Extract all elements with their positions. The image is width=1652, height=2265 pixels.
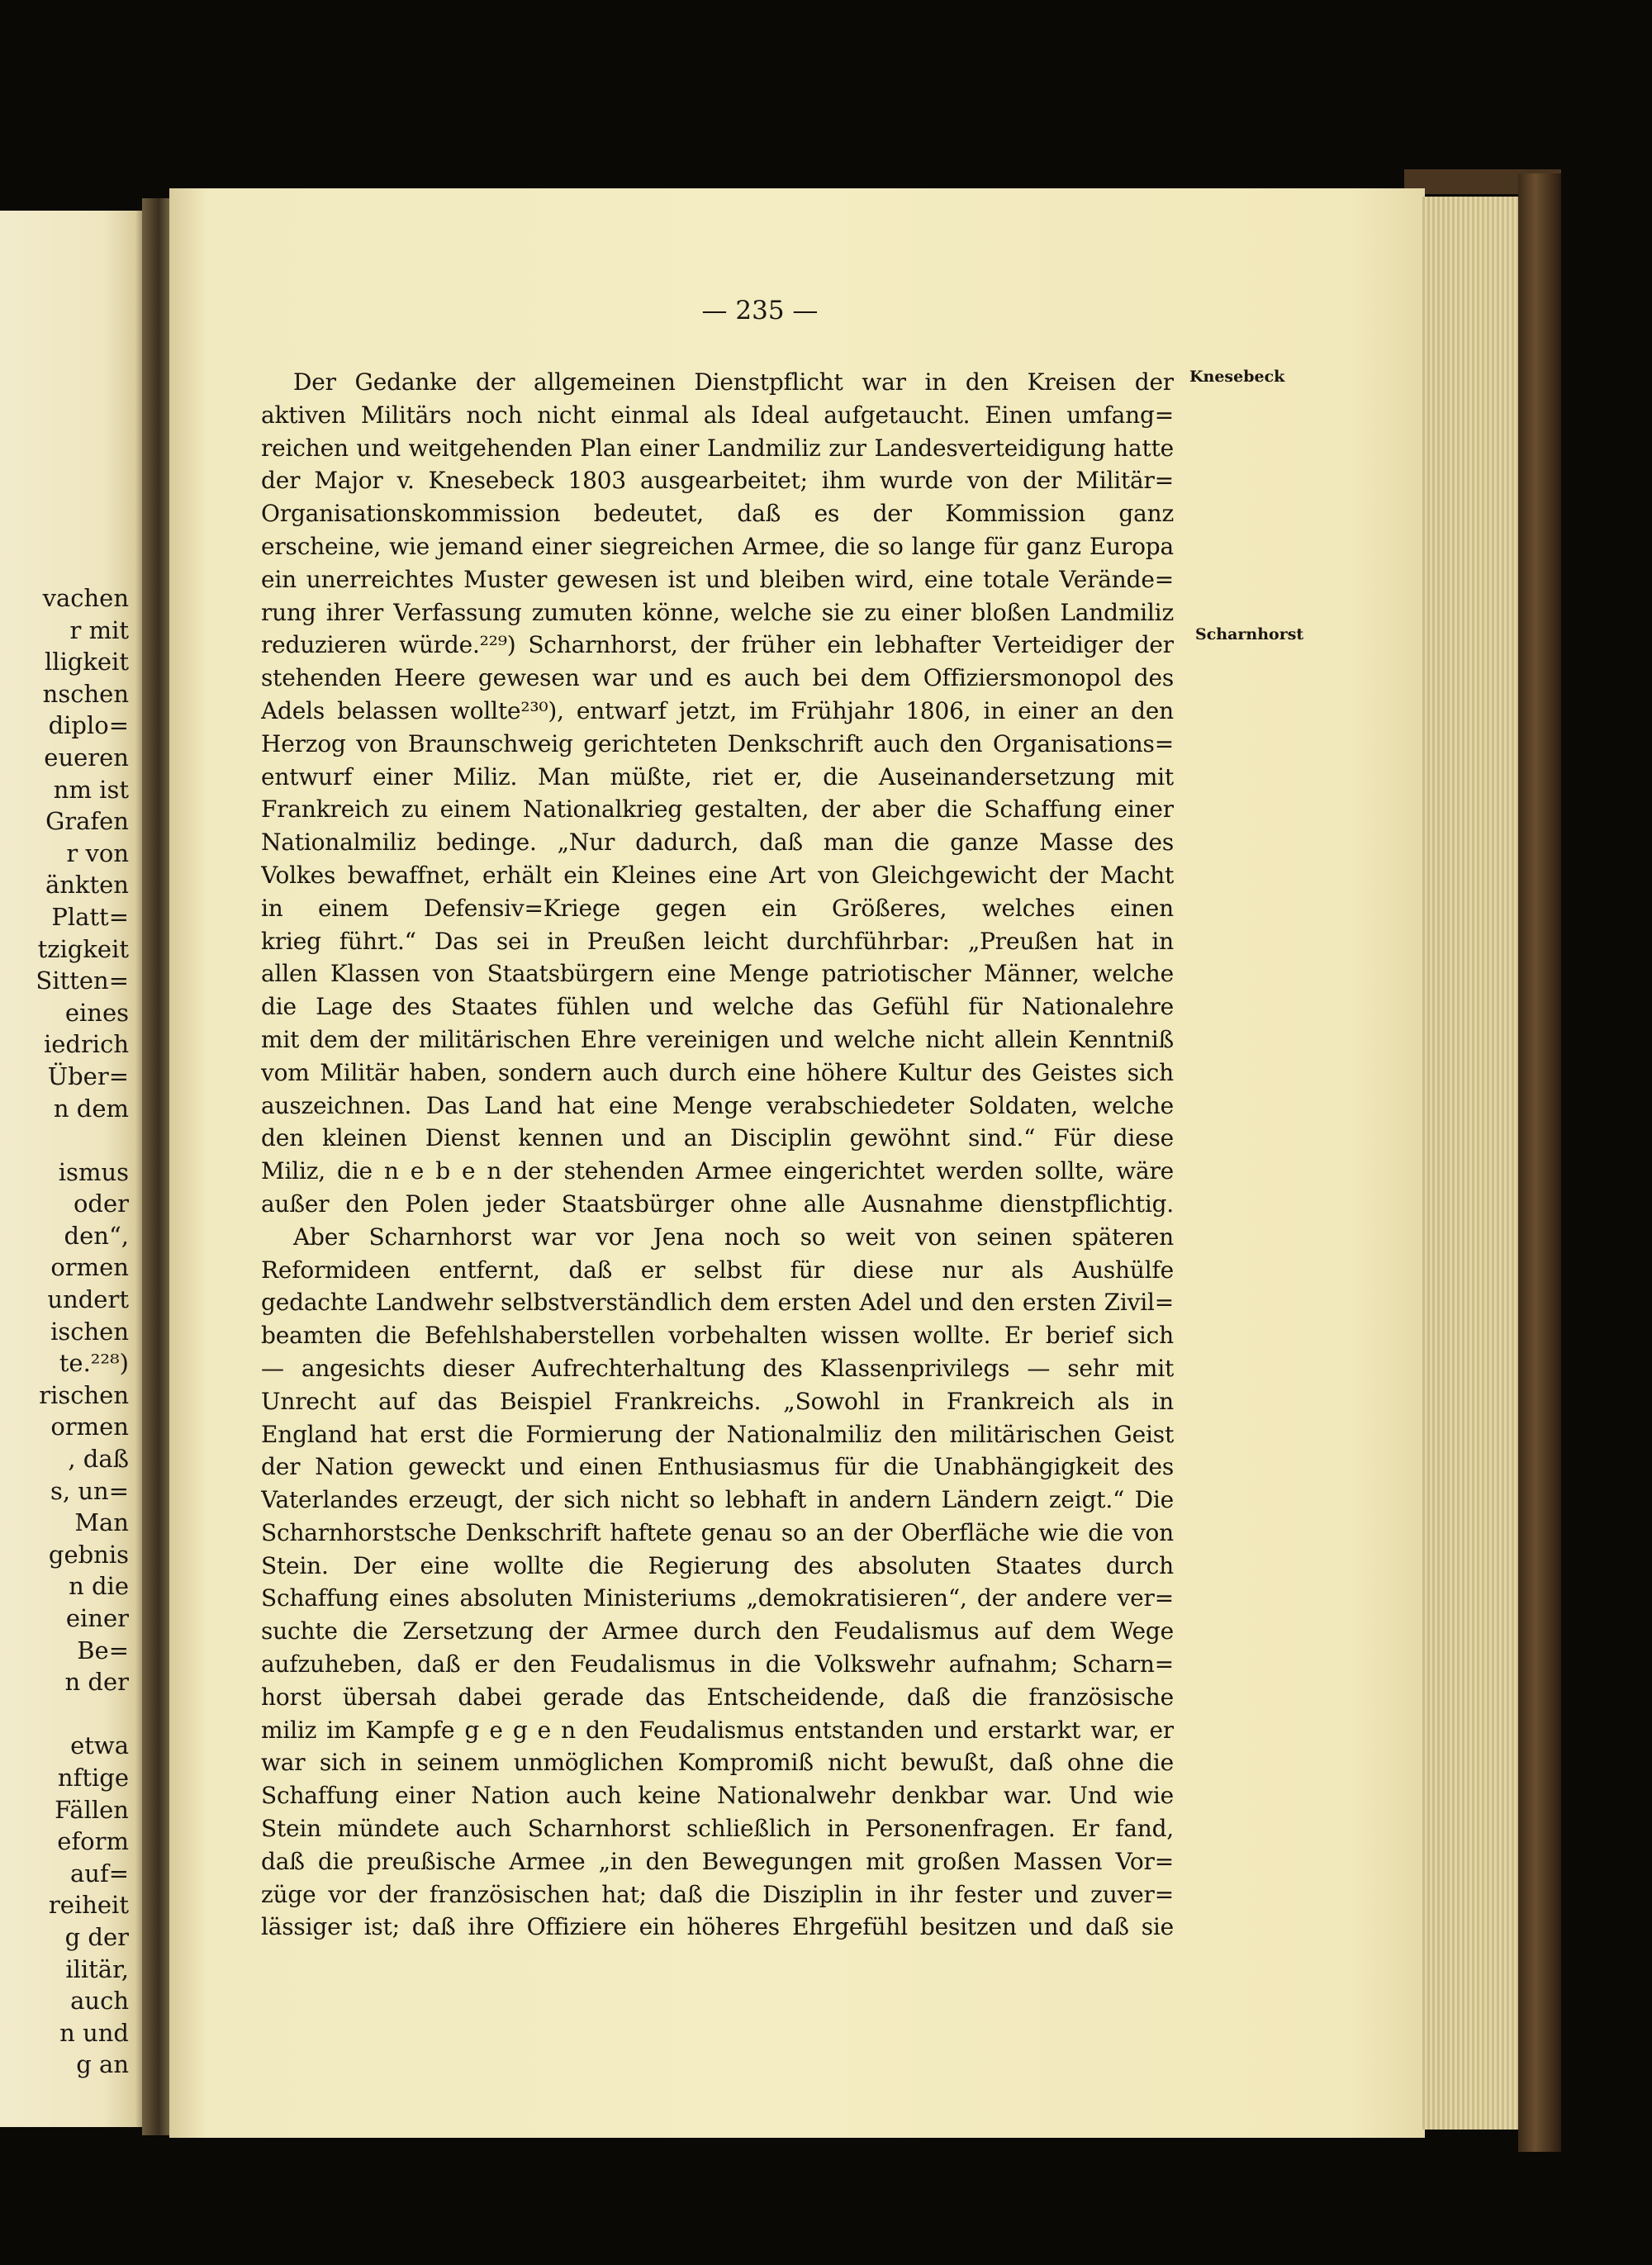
left-page-line: nftige <box>57 1763 129 1792</box>
text-line: lässiger ist; daß ihre Offiziere ein höheres Ehrgefühl besitzen und daß sie <box>261 1913 1174 1941</box>
text-line: reichen und weitgehenden Plan einer Landmiliz zur Landesverteidigung hatte <box>261 434 1174 462</box>
left-page-line: n die <box>69 1572 129 1601</box>
text-line: Nationalmiliz bedinge. „Nur dadurch, daß man die ganze Masse des <box>261 829 1174 857</box>
text-line: Aber Scharnhorst war vor Jena noch so weit von seinen späteren <box>293 1223 1174 1251</box>
text-line: Reformideen entfernt, daß er selbst für diese nur als Aushülfe <box>261 1256 1174 1284</box>
text-line: Volkes bewaffnet, erhält ein Kleines eine Art von Gleichgewicht der Macht <box>261 861 1174 889</box>
text-line: rung ihrer Verfassung zumuten könne, welche sie zu einer bloßen Landmiliz <box>261 598 1174 626</box>
left-page-line: Über= <box>47 1061 129 1090</box>
left-page-line: etwa <box>70 1731 129 1760</box>
text-line: miliz im Kampfe g e g e n den Feudalismus entstanden und erstarkt war, er <box>261 1716 1174 1744</box>
left-page-line: r von <box>66 838 129 867</box>
text-line: Adels belassen wollte²³⁰), entwarf jetzt, im Frühjahr 1806, in einer an den <box>261 696 1174 724</box>
text-line: horst übersah dabei gerade das Entscheidende, daß die französische <box>261 1683 1174 1711</box>
text-line: Vaterlandes erzeugt, der sich nicht so lebhaft in andern Ländern zeigt.“ Die <box>261 1486 1174 1514</box>
text-line: aufzuheben, daß er den Feudalismus in die Volkswehr aufnahm; Scharn= <box>261 1650 1174 1679</box>
text-line: erscheine, wie jemand einer siegreichen Armee, die so lange für ganz Europa <box>261 532 1174 560</box>
left-page-line: ischen <box>50 1317 129 1346</box>
left-page-line: auf= <box>70 1859 129 1888</box>
left-page-line: undert <box>47 1285 129 1314</box>
text-line: Stein. Der eine wollte die Regierung des absoluten Staates durch <box>261 1551 1174 1579</box>
text-line: ein unerreichtes Muster gewesen ist und bleiben wird, eine totale Verände= <box>261 565 1174 593</box>
left-page-line: auch <box>70 1987 129 2016</box>
text-line: Scharnhorstsche Denkschrift haftete genau so an der Oberfläche wie die von <box>261 1518 1174 1546</box>
left-page-line: iedrich <box>43 1030 129 1059</box>
left-page-line: rischen <box>39 1380 129 1409</box>
left-page-line: Be= <box>77 1636 129 1664</box>
left-page-line: Sitten= <box>36 966 129 995</box>
left-page-line: n und <box>59 2018 129 2047</box>
text-line: stehenden Heere gewesen war und es auch bei dem Offiziersmonopol des <box>261 664 1174 692</box>
text-line: daß die preußische Armee „in den Bewegungen mit großen Massen Vor= <box>261 1847 1174 1875</box>
text-line: mit dem der militärischen Ehre vereinigen und welche nicht allein Kenntniß <box>261 1025 1174 1053</box>
left-page-line: n der <box>64 1668 129 1697</box>
text-line: Organisationskommission bedeutet, daß es der Kommission ganz <box>261 500 1174 528</box>
left-page-text <box>0 582 129 2081</box>
left-page-line: Fällen <box>55 1795 129 1824</box>
text-line: war sich in seinem unmöglichen Kompromiß nicht bewußt, daß ohne die <box>261 1749 1174 1777</box>
left-page-line: g an <box>76 2050 129 2079</box>
left-page-line: n dem <box>53 1094 129 1123</box>
text-line: Schaffung einer Nation auch keine Nationalwehr denkbar war. Und wie <box>261 1782 1174 1810</box>
left-page-line: ilitär, <box>65 1954 129 1983</box>
margin-note-scharnhorst: Scharnhorst <box>1195 625 1304 643</box>
left-page-line: lligkeit <box>44 648 129 677</box>
text-line: Schaffung eines absoluten Ministeriums „demokratisieren“, der andere ver= <box>261 1584 1174 1612</box>
left-page-line: eform <box>57 1827 129 1856</box>
left-page-line: reiheit <box>48 1891 129 1920</box>
text-line: suchte die Zersetzung der Armee durch den Feudalismus auf dem Wege <box>261 1617 1174 1645</box>
text-line: Stein mündete auch Scharnhorst schließlich in Personenfragen. Er fand, <box>261 1815 1174 1843</box>
left-page-line <box>0 1124 129 1156</box>
text-line: züge vor der französischen hat; daß die Disziplin in ihr fester und zuver= <box>261 1880 1174 1908</box>
text-line: Der Gedanke der allgemeinen Dienstpflicht war in den Kreisen der <box>293 368 1174 396</box>
left-page-line: einer <box>65 1604 129 1632</box>
left-page-line: gebnis <box>48 1540 129 1569</box>
text-line: reduzieren würde.²²⁹) Scharnhorst, der früher ein lebhafter Verteidiger der <box>261 631 1174 659</box>
text-line: entwurf einer Miliz. Man müßte, riet er, die Auseinandersetzung mit <box>261 762 1174 791</box>
text-line: den kleinen Dienst kennen und an Disciplin gewöhnt sind.“ Für diese <box>261 1124 1174 1152</box>
text-line: Miliz, die n e b e n der stehenden Armee eingerichtet werden sollte, wäre <box>261 1157 1174 1185</box>
left-page-line: g der <box>64 1922 129 1951</box>
text-line: krieg führt.“ Das sei in Preußen leicht durchführbar: „Preußen hat in <box>261 927 1174 955</box>
text-line: in einem Defensiv=Kriege gegen ein Größeres, welches einen <box>261 894 1174 922</box>
left-page-line: s, un= <box>50 1476 129 1505</box>
main-text <box>261 366 1174 1944</box>
left-page-line: den“, <box>64 1221 129 1250</box>
left-page <box>0 211 147 2127</box>
left-page-line: eines <box>64 998 129 1027</box>
text-line: — angesichts dieser Aufrechterhaltung des Klassenprivilegs — sehr mit <box>261 1354 1174 1382</box>
left-page-line: tzigkeit <box>37 934 129 963</box>
text-line: England hat erst die Formierung der Nationalmiliz den militärischen Geist <box>261 1420 1174 1448</box>
book-cover-edge <box>1518 173 1561 2152</box>
text-line: aktiven Militärs noch nicht einmal als Ideal aufgetaucht. Einen umfang= <box>261 401 1174 429</box>
left-page-line: , daß <box>68 1445 129 1474</box>
left-page-line: diplo= <box>48 711 129 740</box>
text-line: beamten die Befehlshaberstellen vorbehalten wissen wollte. Er berief sich <box>261 1322 1174 1350</box>
text-line: die Lage des Staates fühlen und welche das Gefühl für Nationalehre <box>261 993 1174 1021</box>
left-page-line: ormen <box>50 1413 129 1441</box>
text-line: Unrecht auf das Beispiel Frankreichs. „Sowohl in Frankreich als in <box>261 1387 1174 1415</box>
page-edges <box>1422 197 1520 2130</box>
text-line: auszeichnen. Das Land hat eine Menge verabschiedeter Soldaten, welche <box>261 1091 1174 1119</box>
text-line: Frankreich zu einem Nationalkrieg gestalten, der aber die Schaffung einer <box>261 795 1174 824</box>
left-page-line: Platt= <box>51 902 129 931</box>
left-page-line: nschen <box>42 679 129 708</box>
left-page-line: te.²²⁸) <box>59 1349 129 1378</box>
left-page-line: oder <box>73 1189 129 1218</box>
page-number: — 235 — <box>701 296 819 325</box>
left-page-line: r mit <box>69 615 129 644</box>
text-line: allen Klassen von Staatsbürgern eine Menge patriotischer Männer, welche <box>261 960 1174 988</box>
left-page-line <box>0 1698 129 1731</box>
left-page-line: nm ist <box>53 775 129 804</box>
text-line: der Major v. Knesebeck 1803 ausgearbeitet; ihm wurde von der Militär= <box>261 467 1174 495</box>
text-line: außer den Polen jeder Staatsbürger ohne alle Ausnahme dienstpflichtig. <box>261 1189 1174 1218</box>
left-page-line: eueren <box>44 743 129 772</box>
text-line: vom Militär haben, sondern auch durch eine höhere Kultur des Geistes sich <box>261 1058 1174 1086</box>
left-page-line: ormen <box>50 1253 129 1282</box>
left-page-line: änkten <box>45 871 129 900</box>
left-page-line: Grafen <box>45 807 129 836</box>
text-line: Herzog von Braunschweig gerichteten Denkschrift auch den Organisations= <box>261 729 1174 757</box>
left-page-line: Man <box>74 1508 129 1537</box>
text-line: der Nation geweckt und einen Enthusiasmus für die Unabhängigkeit des <box>261 1453 1174 1481</box>
left-page-line: vachen <box>42 584 129 612</box>
text-line: gedachte Landwehr selbstverständlich dem ersten Adel und den ersten Zivil= <box>261 1289 1174 1317</box>
left-page-line: ismus <box>58 1157 129 1186</box>
margin-note-knesebeck: Knesebeck <box>1189 368 1285 386</box>
